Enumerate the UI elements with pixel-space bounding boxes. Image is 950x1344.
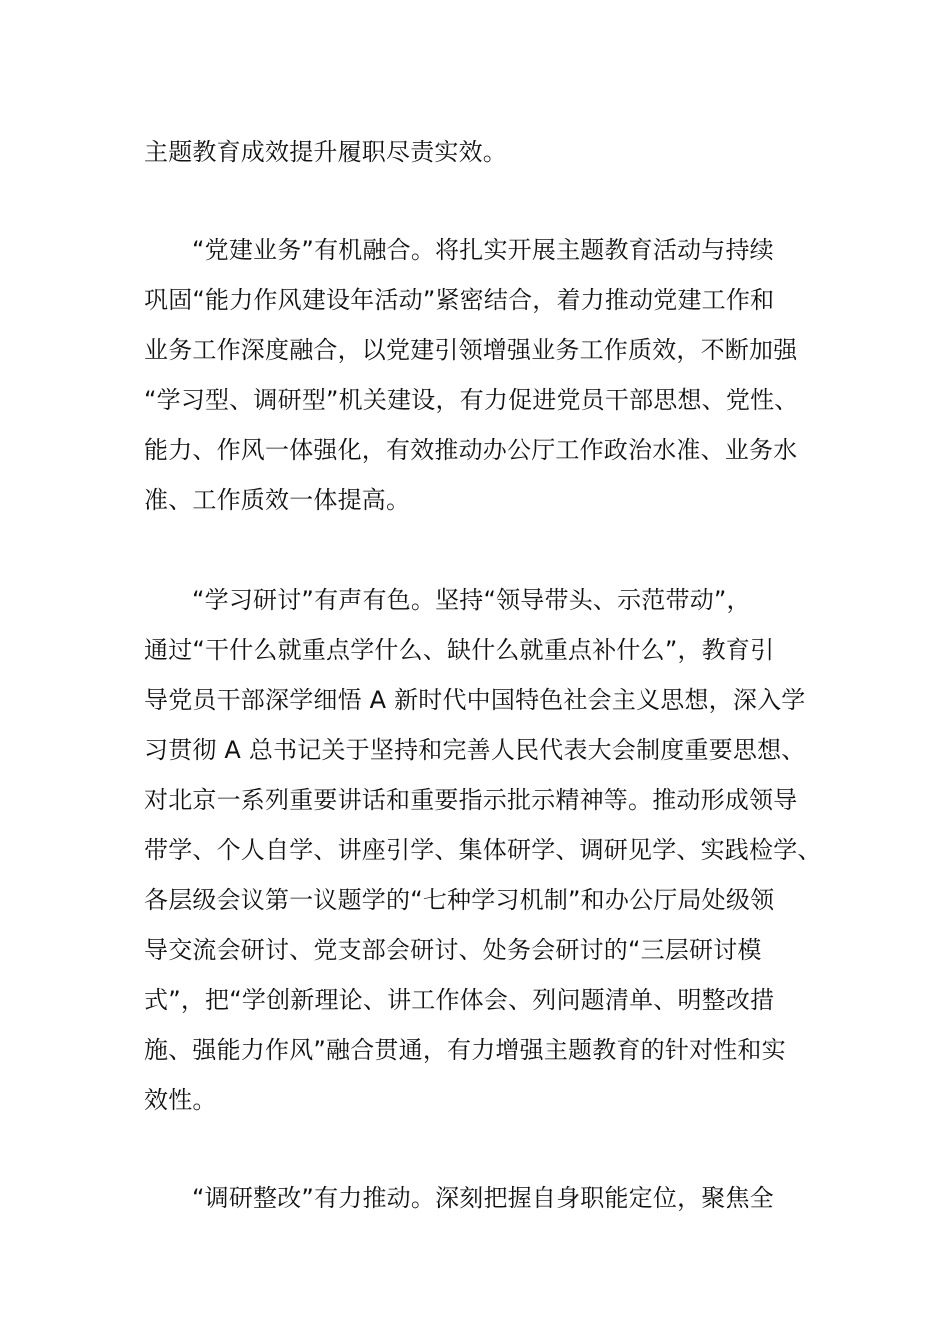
text-line: 导交流会研讨、党支部会研讨、处务会研讨的“三层研讨模 (144, 936, 762, 964)
text-line: 施、强能力作风”融合贯通，有力增强主题教育的针对性和实 (144, 1036, 786, 1064)
paragraph-start-line: “调研整改”有力推动。深刻把握自身职能定位，聚焦全 (192, 1184, 774, 1212)
text-line: 业务工作深度融合，以党建引领增强业务工作质效，不断加强 (144, 336, 798, 364)
text-line: “学习型、调研型”机关建设，有力促进党员干部思想、党性、 (144, 386, 799, 414)
text-line: 对北京一系列重要讲话和重要指示批示精神等。推动形成领导 (144, 786, 798, 814)
text-line: 带学、个人自学、讲座引学、集体研学、调研见学、实践检学、 (144, 836, 822, 864)
text-line: 式”，把“学创新理论、讲工作体会、列问题清单、明整改措 (144, 986, 775, 1014)
text-line: 习贯彻 A 总书记关于坚持和完善人民代表大会制度重要思想、 (144, 736, 806, 764)
text-line: 准、工作质效一体提高。 (144, 486, 411, 514)
text-line: 各层级会议第一议题学的“七种学习机制”和办公厅局处级领 (144, 886, 775, 914)
text-line: 效性。 (144, 1086, 217, 1114)
text-line: 主题教育成效提升履职尽责实效。 (144, 138, 507, 166)
text-line: 导党员干部深学细悟 A 新时代中国特色社会主义思想，深入学 (144, 686, 806, 714)
text-line: 巩固“能力作风建设年活动”紧密结合，着力推动党建工作和 (144, 286, 775, 314)
text-line: 通过“干什么就重点学什么、缺什么就重点补什么”，教育引 (144, 636, 775, 664)
paragraph-start-line: “党建业务”有机融合。将扎实开展主题教育活动与持续 (192, 236, 774, 264)
paragraph-start-line: “学习研讨”有声有色。坚持“领导带头、示范带动”， (192, 586, 751, 614)
text-line: 能力、作风一体强化，有效推动办公厅工作政治水准、业务水 (144, 436, 798, 464)
